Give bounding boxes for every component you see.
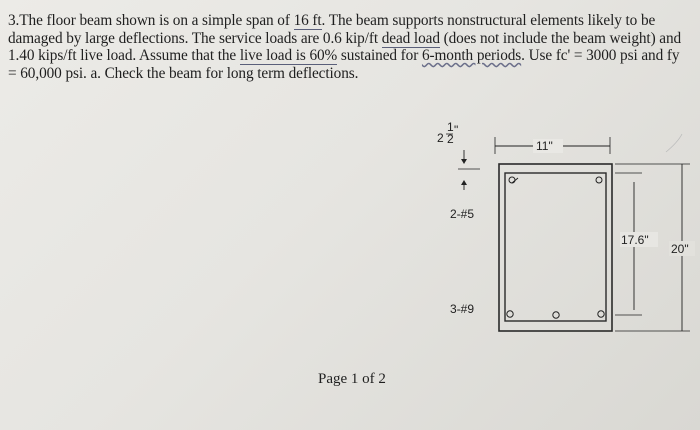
- width-label: 11": [536, 139, 553, 153]
- bottom-bars-label: 3-#9: [450, 302, 475, 316]
- effective-depth-label: 17.6": [621, 233, 649, 247]
- total-depth-label: 20": [671, 242, 689, 256]
- problem-statement: 3.The floor beam shown is on a simple span of 16 ft. The beam supports nonstructural elements likely to be damaged by large deflections. The service loads are 0.6 kip/ft dead load (does not include the beam weight) and 1.40 kips/ft live load. Assume that the live load is 60% sustained for 6-month periods. Use fc' = 3000 psi and fy = 60,000 psi. a. Check the beam for long term deflections.: [8, 12, 682, 82]
- dead-load-text: dead load: [381, 29, 440, 47]
- live-load-sustained-text: live load is 60%: [239, 47, 338, 65]
- page-number: Page 1 of 2: [318, 371, 386, 387]
- cover-whole: 2: [437, 131, 444, 145]
- span-length: 16 ft: [293, 12, 322, 29]
- sustained-period-text: 6-month periods: [421, 47, 522, 65]
- beam-cross-section-diagram: [420, 112, 700, 342]
- top-bars-label: 2-#5: [450, 207, 475, 221]
- beam-outline: [499, 164, 612, 331]
- problem-number: 3.: [8, 12, 20, 29]
- cover-unit: ": [454, 123, 459, 137]
- cover-numerator: 1: [447, 120, 454, 134]
- stirrup: [505, 173, 606, 321]
- beam-cross-section-figure: [420, 112, 700, 342]
- cover-denominator: 2: [447, 132, 454, 146]
